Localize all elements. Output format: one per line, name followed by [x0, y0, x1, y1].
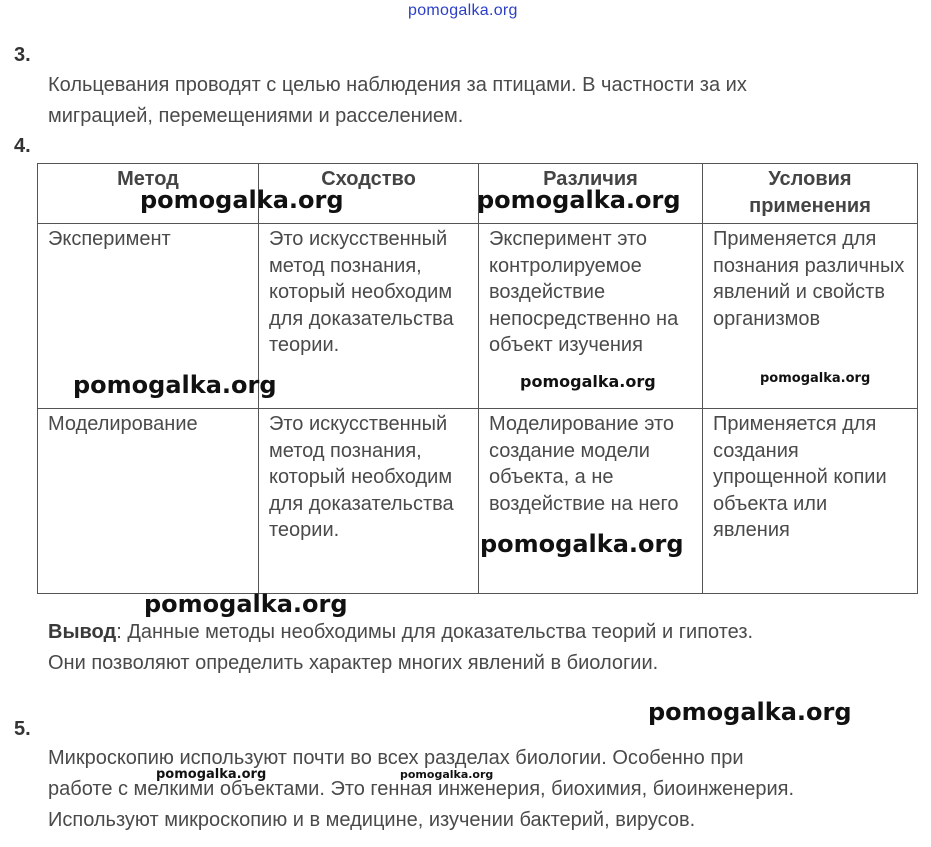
cell-difference: Эксперимент это контролируемое воздействие непосредственно на объект изучения [479, 224, 703, 409]
section-3-line-1: Кольцевания проводят с целью наблюдения за птицами. В частности за их [48, 74, 747, 96]
conclusion-line-2: Они позволяют определить характер многих явлений в биологии. [48, 652, 659, 674]
header-method: Метод [38, 164, 259, 224]
section-3-line-2: миграцией, перемещениями и расселением. [48, 105, 464, 127]
header-similarity: Сходство [259, 164, 479, 224]
conclusion-text: : Данные методы необходимы для доказательства теорий и гипотез. [116, 621, 754, 643]
cell-method: Эксперимент [38, 224, 259, 409]
watermark-overlay: pomogalka.org [520, 372, 656, 391]
watermark-overlay: pomogalka.org [477, 186, 681, 214]
section-5-text [48, 743, 794, 836]
cell-conditions: Применяется для создания упрощенной копии объекта или явления [703, 409, 918, 594]
watermark-overlay: pomogalka.org [140, 186, 344, 214]
table-row [38, 409, 918, 594]
watermark-overlay: pomogalka.org [648, 698, 852, 726]
cell-similarity: Это искусственный метод познания, который необходим для доказательства теории. [259, 409, 479, 594]
conclusion [48, 617, 753, 679]
header-conditions: Условия применения [703, 164, 918, 224]
section-number-3: 3. [14, 44, 31, 66]
cell-similarity: Это искусственный метод познания, который необходим для доказательства теории. [259, 224, 479, 409]
section-5-line-1: Микроскопию используют почти во всех разделах биологии. Особенно при [48, 747, 744, 769]
header-difference: Различия [479, 164, 703, 224]
conclusion-line-1 [48, 617, 753, 648]
watermark-overlay: pomogalka.org [400, 768, 494, 781]
watermark-overlay: pomogalka.org [760, 371, 871, 386]
top-watermark: pomogalka.org [408, 2, 518, 19]
section-number-5: 5. [14, 718, 31, 740]
section-3-text [48, 70, 747, 132]
watermark-overlay: pomogalka.org [73, 371, 277, 399]
watermark-overlay: pomogalka.org [156, 767, 267, 782]
cell-difference: Моделирование это создание модели объекта, а не воздействие на него [479, 409, 703, 594]
section-number-4: 4. [14, 135, 31, 157]
section-5-line-2: работе с мелкими объектами. Это генная инженерия, биохимия, биоинженерия. [48, 778, 795, 800]
cell-method: Моделирование [38, 409, 259, 594]
cell-conditions: Применяется для познания различных явлений и свойств организмов [703, 224, 918, 409]
watermark-overlay: pomogalka.org [480, 530, 684, 558]
section-5-line-3: Используют микроскопию и в медицине, изучении бактерий, вирусов. [48, 809, 696, 831]
watermark-overlay: pomogalka.org [144, 590, 348, 618]
conclusion-label: Вывод [48, 621, 117, 643]
